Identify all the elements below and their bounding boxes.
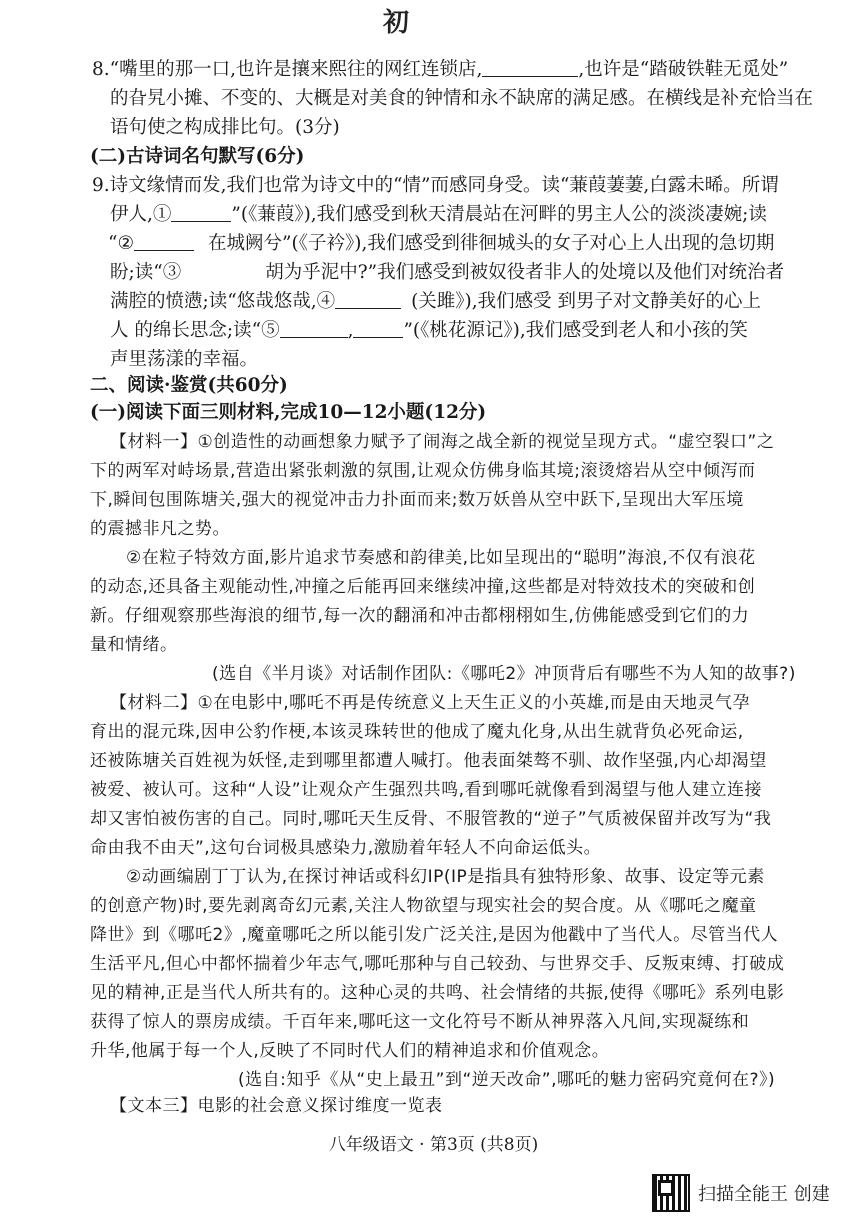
m1-line-4: 的震撼非凡之势。 [90,519,230,539]
m2-line-5: 却又害怕被伤害的自己。同时,哪吒天生反骨、不服管教的“逆子”气质被保留并改写为“我 [90,809,772,829]
m1-line-2: 下的两军对峙场景,营造出紧张刺激的氛围,让观众仿佛身临其境;滚烫熔岩从空中倾泻而 [90,461,756,481]
m1-line-6: 的动态,还具备主观能动性,冲撞之后能再回来继续冲撞,这些都是对特效技术的突破和创 [90,577,756,597]
m2-line-2: 育出的混元珠,因申公豹作梗,本该灵珠转世的他成了魔丸化身,从出生就背负必死命运, [90,722,744,742]
q9-blank-2[interactable] [134,232,194,251]
m2-source: (选自:知乎《从“史上最丑”到“逆天改命”,哪吒的魅力密码究竟何在?》) [238,1070,776,1090]
m2-line-10: 生活平凡,但心中都怀揣着少年志气,哪吒那种与自己较劲、与世界交手、反叛束缚、打破成 [90,954,785,974]
q9-blank-5a[interactable] [280,319,348,338]
m2-line-4: 被爱、被认可。这种“人设”让观众产生强烈共鸣,看到哪吒就像看到渴望与他人建立连接 [90,780,763,800]
m1-source: (选自《半月谈》对话制作团队:《哪吒2》冲顶背后有哪些不为人知的故事?) [212,664,796,684]
m2-line-12: 获得了惊人的票房成绩。千百年来,哪吒这一文化符号不断从神界落入凡间,实现凝练和 [90,1012,750,1032]
scanner-watermark: 扫描全能王 创建 [698,1184,830,1205]
q9-line-1: 9.诗文缘情而发,我们也常为诗文中的“情”而感同身受。读“蒹葭萋萋,白露未晞。所谓 [92,175,779,196]
m1-line-3: 下,瞬间包围陈塘关,强大的视觉冲击力扑面而来;数万妖兽从空中跃下,呈现出大军压境 [90,490,744,510]
part-heading-reading: 二、阅读·鉴赏(共60分) [90,375,288,396]
q9-line-6: 人 的绵长思念;读“⑤ , ”(《桃花源记》),我们感受到老人和小孩的笑 [110,320,748,341]
m2-line-11: 见的精神,正是当代人所共有的。这种心灵的共鸣、社会情绪的共振,使得《哪吒》系列电影 [90,983,785,1003]
m2-line-13: 升华,他属于每一个人,反映了不同时代人们的精神追求和价值观念。 [90,1041,610,1061]
q9-line-7: 声里荡漾的幸福。 [110,349,259,370]
q8-line-2: 的旮旯小摊、不变的、大概是对美食的钟情和永不缺席的满足感。在横线是补充恰当在 [110,88,814,109]
subsection-heading: (一)阅读下面三则材料,完成10—12小题(12分) [90,402,487,423]
page-footer: 八年级语文 · 第3页 (共8页) [328,1135,539,1155]
q9-line-4: 盼;读“③ 胡为乎泥中?”我们感受到被奴役者非人的处境以及他们对统治者 [110,262,785,283]
section-heading-poetry: (二)古诗词名句默写(6分) [90,146,305,167]
m1-line-5: ②在粒子特效方面,影片追求节奏感和韵律美,比如呈现出的“聪明”海浪,不仅有浪花 [126,548,756,568]
m2-line-6: 命由我不由天”,这句台词极具感染力,激励着年轻人不向命运低头。 [90,838,602,858]
m1-line-7: 新。仔细观察那些海浪的细节,每一次的翻涌和冲击都栩栩如生,仿佛能感受到它们的力 [90,606,750,626]
m2-line-3: 还被陈塘关百姓视为妖怪,走到哪里都遭人喊打。他表面桀骜不驯、故作坚强,内心却渴望 [90,751,767,771]
q8-line-1: 8.“嘴里的那一口,也许是攘来熙往的网红连锁店, ,也许是“踏破铁鞋无觅处” [92,59,789,80]
q9-blank-1[interactable] [171,203,231,222]
q9-line-2: 伊人,① ”(《蒹葭》),我们感受到秋天清晨站在河畔的男主人公的淡淡凄婉;读 [110,204,767,225]
q9-blank-4[interactable] [335,290,401,309]
q9-blank-3[interactable] [181,261,265,280]
m2-line-7: ②动画编剧丁丁认为,在探讨神话或科幻IP(IP是指具有独特形象、故事、设定等元素 [126,867,765,887]
q9-line-3: “② 在城阙兮”(《子衿》),我们感受到徘徊城头的女子对心上人出现的急切期 [108,233,775,254]
m2-line-1: 【材料二】①在电影中,哪吒不再是传统意义上天生正义的小英雄,而是由天地灵气孕 [110,693,751,713]
q9-blank-5b[interactable] [353,319,403,338]
q8-line-3: 语句使之构成排比句。(3分) [110,117,340,138]
m1-line-8: 量和情绪。 [90,635,178,655]
m1-line-1: 【材料一】①创造性的动画想象力赋予了闹海之战全新的视觉呈现方式。“虚空裂口”之 [110,432,775,452]
q8-blank[interactable] [482,58,578,77]
text3-title: 【文本三】电影的社会意义探讨维度一览表 [110,1096,443,1116]
header-handwritten-mark: 初 [383,8,410,38]
qr-code-icon [652,1174,690,1212]
q9-line-5: 满腔的愤懑;读“悠哉悠哉,④ (关雎》),我们感受 到男子对文静美好的心上 [110,291,762,312]
m2-line-8: 的创意产物)时,要先剥离奇幻元素,关注人物欲望与现实社会的契合度。从《哪吒之魔童 [90,896,757,916]
m2-line-9: 降世》到《哪吒2》,魔童哪吒之所以能引发广泛关注,是因为他戳中了当代人。尽管当代人 [90,925,779,945]
